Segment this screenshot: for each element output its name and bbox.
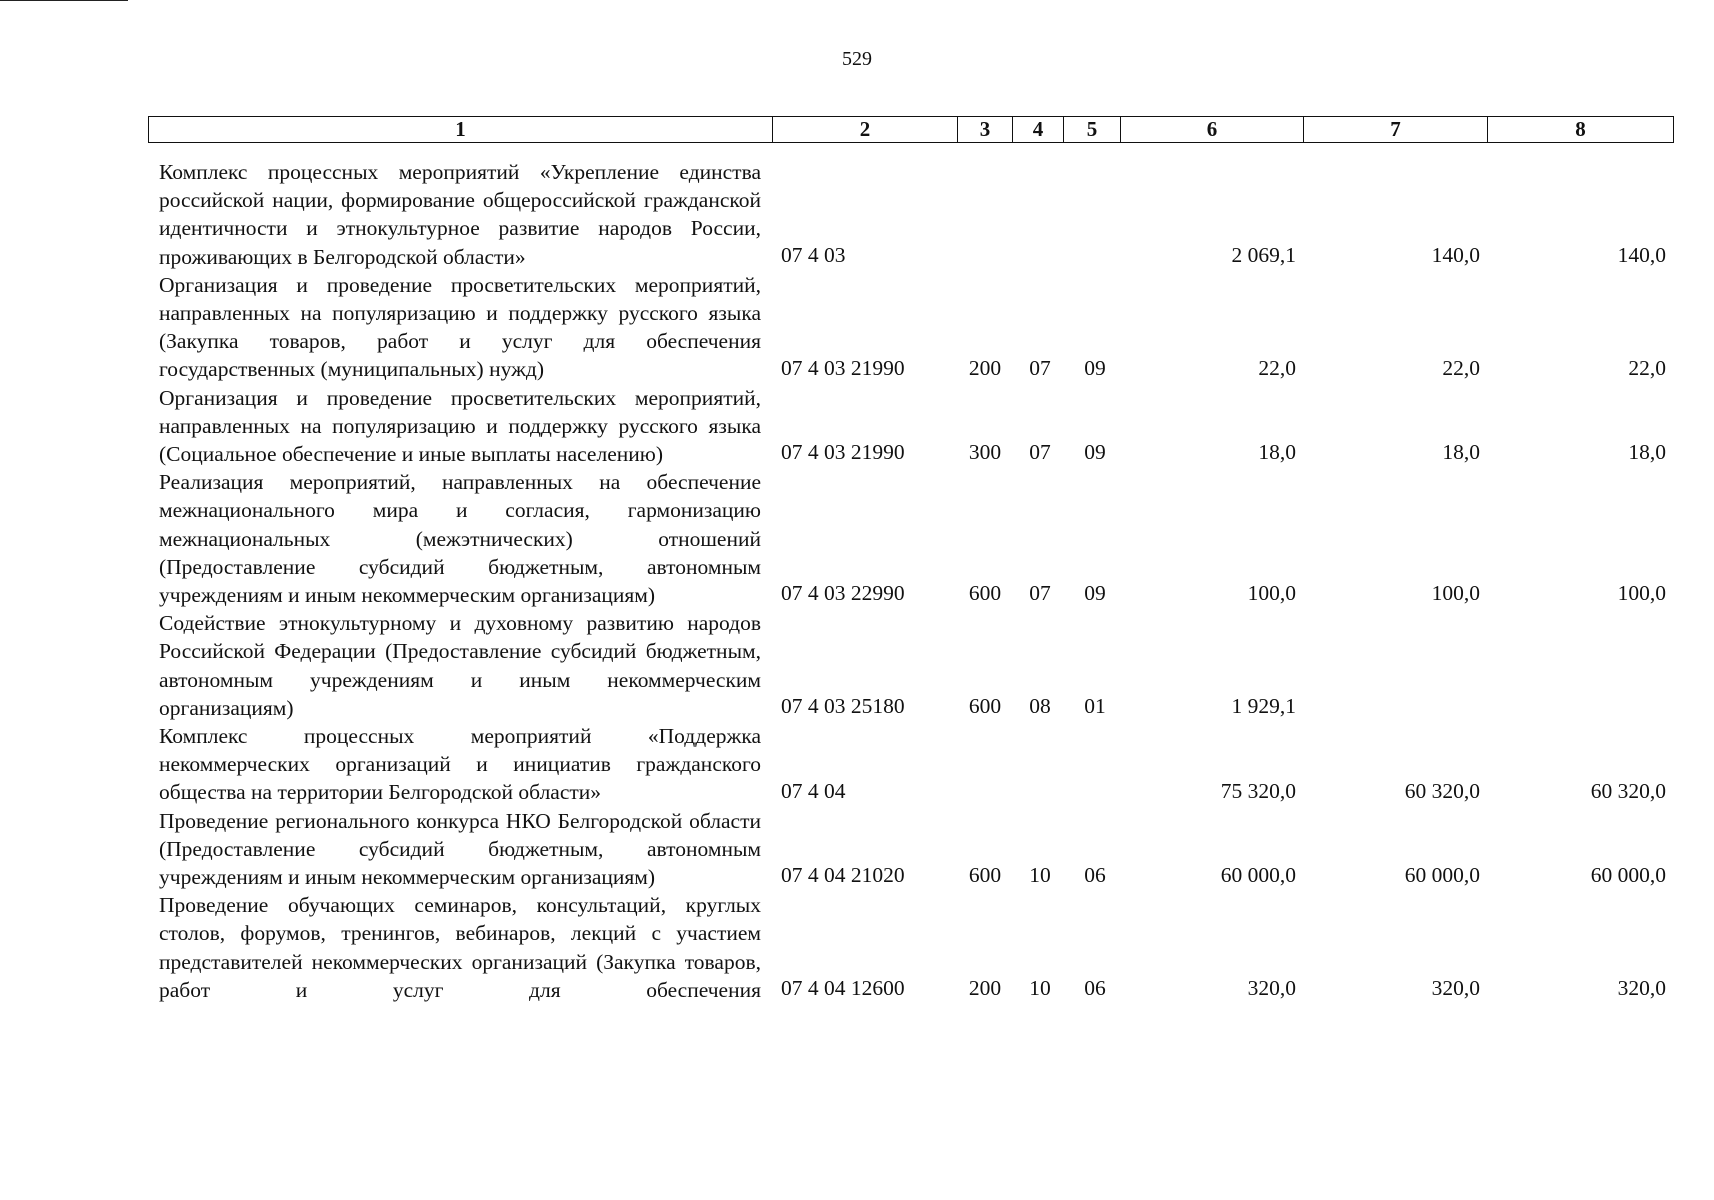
row-col-5: 09 — [1084, 581, 1106, 606]
row-col-6: 18,0 — [1258, 440, 1296, 465]
column-header-table — [148, 116, 1674, 143]
row-col-7: 140,0 — [1431, 242, 1480, 267]
row-col-8: 320,0 — [1617, 976, 1666, 1001]
table-row — [0, 891, 1714, 1004]
table-row — [0, 468, 1714, 609]
row-col-5: 01 — [1084, 694, 1106, 719]
column-header-7: 7 — [1304, 117, 1488, 143]
row-col-5: 06 — [1084, 863, 1106, 888]
top-rule — [0, 0, 128, 1]
row-description: Проведение обучающих семинаров, консультаций, круглых столов, форумов, тренингов, вебинаров, лекций с участием представителей некоммерческих организаций (Закупка товаров, работ и услуг для обеспечения — [159, 893, 761, 1002]
row-col-6: 60 000,0 — [1220, 863, 1296, 888]
row-col-7: 60 320,0 — [1404, 778, 1480, 803]
table-row — [0, 158, 1714, 271]
row-description: Реализация мероприятий, направленных на обеспечение межнационального мира и согласия, гармонизацию межнациональных (межэтнических) отношений (Предоставление субсидий бюджетным, автономным учреждениям и иным некоммерческим организациям) — [159, 470, 761, 608]
row-code: 07 4 04 — [781, 778, 846, 803]
row-col-6: 320,0 — [1247, 976, 1296, 1001]
table-row — [0, 609, 1714, 722]
row-col-4: 10 — [1029, 863, 1051, 888]
column-header-5: 5 — [1064, 117, 1121, 143]
column-header-3: 3 — [958, 117, 1013, 143]
row-col-6: 1 929,1 — [1231, 694, 1296, 719]
row-col-6: 2 069,1 — [1231, 242, 1296, 267]
page-number: 529 — [842, 48, 872, 70]
row-code: 07 4 03 25180 — [781, 694, 905, 719]
row-code: 07 4 03 22990 — [781, 581, 905, 606]
row-description: Проведение регионального конкурса НКО Белгородской области (Предоставление субсидий бюджетным, автономным учреждениям и иным некоммерческим организациям) — [159, 808, 761, 890]
row-col-3: 600 — [968, 863, 1002, 888]
row-col-6: 100,0 — [1247, 581, 1296, 606]
row-col-8: 140,0 — [1617, 242, 1666, 267]
column-header-2: 2 — [773, 117, 958, 143]
row-code: 07 4 03 21990 — [781, 440, 905, 465]
row-col-7: 320,0 — [1431, 976, 1480, 1001]
row-col-3: 600 — [968, 694, 1002, 719]
row-col-3: 200 — [968, 976, 1002, 1001]
row-col-5: 06 — [1084, 976, 1106, 1001]
row-description: Комплекс процессных мероприятий «Поддержка некоммерческих организаций и инициатив гражданского общества на территории Белгородской области» — [159, 724, 761, 805]
column-header-4: 4 — [1013, 117, 1064, 143]
row-col-8: 60 000,0 — [1590, 863, 1666, 888]
row-col-3: 300 — [968, 440, 1002, 465]
row-description: Комплекс процессных мероприятий «Укрепление единства российской нации, формирование общероссийской гражданской идентичности и этнокультурное развитие народов России, проживающих в Белгородской области» — [159, 160, 761, 269]
row-code: 07 4 03 21990 — [781, 355, 905, 380]
row-col-4: 10 — [1029, 976, 1051, 1001]
column-header-1: 1 — [149, 117, 773, 143]
row-col-5: 09 — [1084, 440, 1106, 465]
row-col-6: 75 320,0 — [1220, 778, 1296, 803]
row-col-4: 08 — [1029, 694, 1051, 719]
row-col-7: 60 000,0 — [1404, 863, 1480, 888]
table-body — [0, 158, 1714, 1004]
column-header-8: 8 — [1488, 117, 1674, 143]
table-row — [0, 384, 1714, 469]
column-header-row — [149, 117, 1674, 143]
row-col-7: 22,0 — [1442, 355, 1480, 380]
row-col-8: 22,0 — [1628, 355, 1666, 380]
row-description: Организация и проведение просветительских мероприятий, направленных на популяризацию и поддержку русского языка (Социальное обеспечение и иные выплаты населению) — [159, 385, 761, 467]
row-col-4: 07 — [1029, 355, 1051, 380]
row-col-4: 07 — [1029, 581, 1051, 606]
column-header-6: 6 — [1121, 117, 1304, 143]
table-row — [0, 722, 1714, 807]
row-col-3: 200 — [968, 355, 1002, 380]
row-col-6: 22,0 — [1258, 355, 1296, 380]
row-code: 07 4 03 — [781, 242, 846, 267]
row-col-8: 100,0 — [1617, 581, 1666, 606]
row-col-7: 100,0 — [1431, 581, 1480, 606]
row-col-4: 07 — [1029, 440, 1051, 465]
table-row — [0, 271, 1714, 384]
row-code: 07 4 04 12600 — [781, 976, 905, 1001]
table-row — [0, 807, 1714, 892]
row-code: 07 4 04 21020 — [781, 863, 905, 888]
row-col-8: 60 320,0 — [1590, 778, 1666, 803]
row-col-5: 09 — [1084, 355, 1106, 380]
row-col-8: 18,0 — [1628, 440, 1666, 465]
row-col-3: 600 — [968, 581, 1002, 606]
row-description: Содействие этнокультурному и духовному развитию народов Российской Федерации (Предоставление субсидий бюджетным, автономным учреждениям и иным некоммерческим организациям) — [159, 611, 761, 720]
row-description: Организация и проведение просветительских мероприятий, направленных на популяризацию и поддержку русского языка (Закупка товаров, работ и услуг для обеспечения государственных (муниципальных) нужд) — [159, 272, 761, 382]
row-col-7: 18,0 — [1442, 440, 1480, 465]
